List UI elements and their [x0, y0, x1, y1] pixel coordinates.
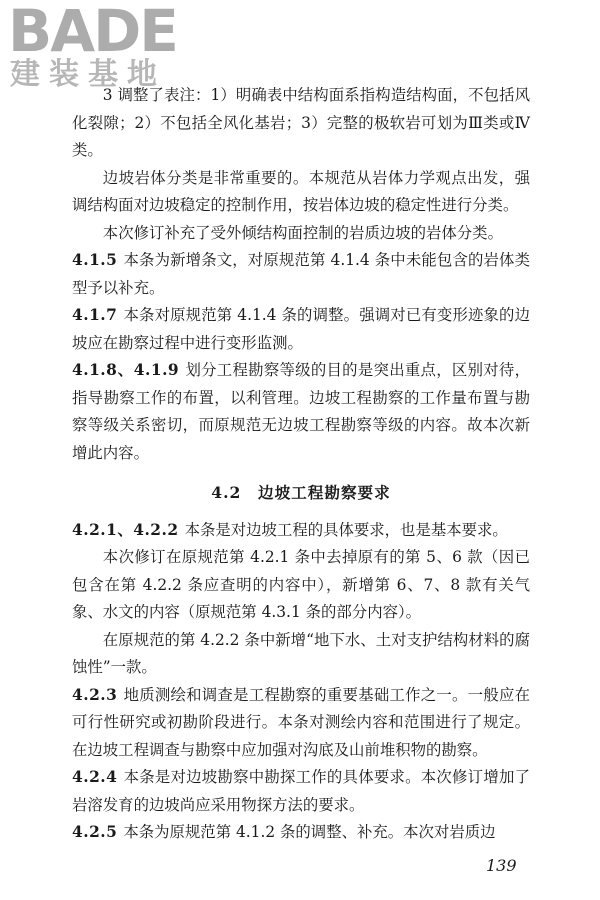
clause-4-1-5	[72, 247, 530, 302]
paragraph-table-note	[72, 82, 530, 165]
paragraph-revision-supplement	[72, 220, 530, 248]
clause-text: 本条是对边坡勘察中勘探工作的具体要求。本次修订增加了岩溶发育的边坡尚应采用物探方法的要求。	[72, 768, 530, 814]
paragraph-text: 3 调整了表注：1）明确表中结构面系指构造结构面，不包括风化裂隙；2）不包括全风化基岩；3）完整的极软岩可划为Ⅲ类或Ⅳ类。	[72, 86, 530, 159]
clause-text: 划分工程勘察等级的目的是突出重点，区别对待，指导勘察工作的布置，以利管理。边坡工程勘察的工作量布置与勘察等级关系密切，而原规范无边坡工程勘察等级的内容。故本次新增此内容。	[72, 361, 530, 462]
clause-number: 4.1.8、4.1.9	[72, 361, 180, 379]
paragraph-text: 边坡岩体分类是非常重要的。本规范从岩体力学观点出发，强调结构面对边坡稳定的控制作用，按岩体边坡的稳定性进行分类。	[72, 168, 530, 214]
clause-text: 本条为原规范第 4.1.2 条的调整、补充。本次对岩质边	[123, 823, 496, 841]
watermark-brand-en: BADE	[8, 0, 177, 65]
clause-number: 4.1.7	[72, 306, 118, 324]
clause-number: 4.2.3	[72, 685, 118, 704]
watermark-brand-cn: 建装基地	[10, 57, 166, 92]
paragraph-revision-4-2-1	[72, 544, 530, 627]
section-title: 4.2 边坡工程勘察要求	[211, 483, 391, 502]
clause-number: 4.2.4	[72, 768, 118, 786]
clause-4-2-1-2	[72, 517, 530, 545]
document-body	[72, 82, 530, 847]
page-number: 139	[486, 856, 517, 875]
clause-4-2-5	[72, 819, 530, 847]
paragraph-text: 在原规范的第 4.2.2 条中新增“地下水、土对支护结构材料的腐蚀性”一款。	[72, 630, 530, 676]
clause-4-2-3	[72, 682, 530, 765]
clause-4-1-7	[72, 302, 530, 357]
paragraph-text: 本次修订补充了受外倾结构面控制的岩质边坡的岩体分类。	[102, 223, 503, 242]
clause-text: 本条是对边坡工程的具体要求，也是基本要求。	[184, 520, 508, 539]
clause-text: 地质测绘和调查是工程勘察的重要基础工作之一。一般应在可行性研究或初勘阶段进行。本条对测绘内容和范围进行了规定。在边坡工程调查与勘察中应加强对沟底及山前堆积物的勘察。	[72, 685, 530, 759]
clause-number: 4.2.1、4.2.2	[72, 520, 179, 539]
paragraph-revision-4-2-2	[72, 627, 530, 682]
clause-number: 4.2.5	[72, 823, 118, 841]
paragraph-text: 本次修订在原规范第 4.2.1 条中去掉原有的第 5、6 款（因已包含在第 4.2.2 条应查明的内容中），新增第 6、7、8 款有关气象、水文的内容（原规范第 4.3.1 条的部分内容）。	[72, 548, 530, 621]
paragraph-classification-importance	[72, 165, 530, 220]
clause-text: 本条为新增条文，对原规范第 4.1.4 条中未能包含的岩体类型予以补充。	[72, 251, 530, 297]
clause-4-2-4	[72, 764, 530, 819]
clause-4-1-8-9	[72, 357, 530, 467]
clause-text: 本条对原规范第 4.1.4 条的调整。强调对已有变形迹象的边坡应在勘察过程中进行变形监测。	[72, 306, 530, 352]
clause-number: 4.1.5	[72, 251, 118, 269]
